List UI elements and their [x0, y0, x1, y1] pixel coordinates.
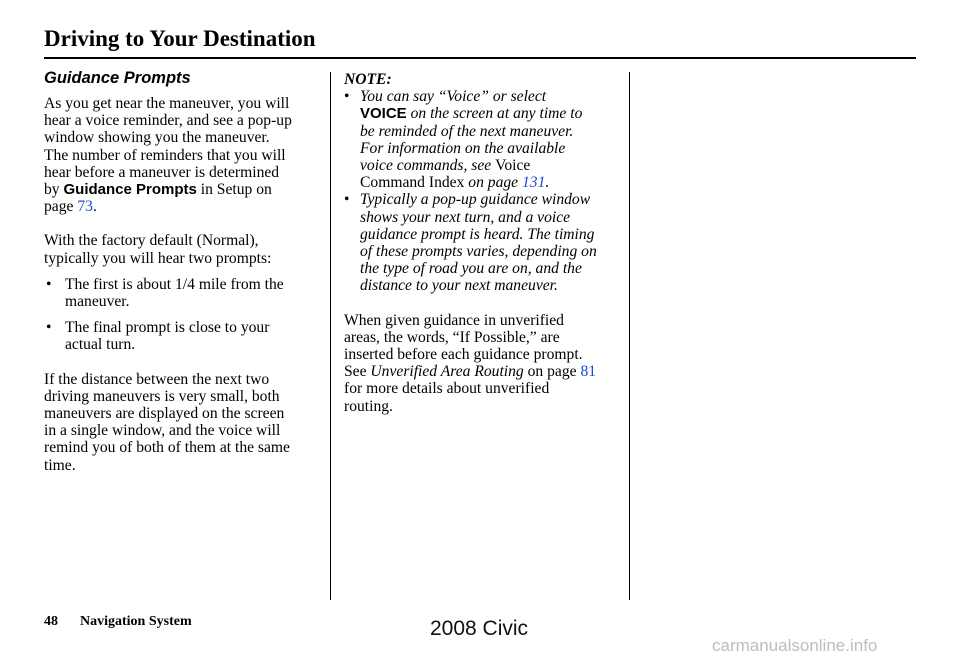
list-item — [44, 276, 319, 310]
text-line: inserted before each guidance prompt. — [344, 346, 583, 364]
page-header-title: Driving to Your Destination — [44, 26, 316, 51]
left-column — [44, 68, 319, 474]
page-number: 48 — [44, 614, 58, 629]
distance-paragraph — [44, 371, 319, 474]
bullet-dot: • — [344, 191, 350, 209]
bullet-line: The final prompt is close to your — [65, 319, 270, 337]
text-line: The number of reminders that you will — [44, 146, 286, 164]
default-paragraph — [44, 232, 319, 266]
page-link-73[interactable]: 73 — [77, 198, 93, 216]
text-in-setup: in Setup on — [200, 181, 272, 199]
text-line: If the distance between the next two — [44, 370, 270, 388]
note-label: NOTE: — [344, 71, 392, 88]
unverified-routing-ref: Unverified Area Routing — [370, 363, 524, 381]
note-item — [344, 191, 619, 294]
note-line: voice commands, see — [360, 157, 496, 175]
text-line: typically you will hear two prompts: — [44, 249, 272, 267]
voice-command-index-ref: Voice — [495, 157, 531, 175]
footer-label: Navigation System — [80, 614, 192, 629]
bullet-dot: • — [46, 275, 52, 293]
note-line: on the screen at any time to — [406, 105, 583, 123]
text-line: hear a voice reminder, and see a pop-up — [44, 112, 292, 130]
text-line: areas, the words, “If Possible,” are — [344, 328, 560, 346]
bullet-line: maneuver. — [65, 293, 130, 311]
bullet-line: The first is about 1/4 mile from the — [65, 275, 284, 293]
text-on-page: on page — [523, 363, 581, 381]
text-line: remind you of both of them at the same — [44, 439, 290, 457]
guidance-prompts-setting-label: Guidance Prompts — [63, 181, 197, 199]
text-page: page — [44, 198, 74, 216]
bullet-line: actual turn. — [65, 336, 136, 354]
text-line: window showing you the maneuver. — [44, 129, 270, 147]
voice-command-label: VOICE — [360, 105, 407, 123]
note-line: shows your next turn, and a voice — [360, 208, 571, 226]
watermark-model: 2008 Civic — [430, 617, 529, 640]
list-item — [44, 319, 319, 353]
voice-command-index-ref: Command Index — [360, 174, 465, 192]
text-line: in a single window, and the voice will — [44, 422, 281, 440]
column-divider-left — [330, 72, 331, 600]
bullet-dot: • — [344, 88, 350, 106]
unverified-paragraph — [344, 312, 619, 415]
text-line: hear before a maneuver is determined — [44, 163, 280, 181]
section-heading: Guidance Prompts — [44, 69, 191, 87]
text-line: driving maneuvers is very small, both — [44, 387, 280, 405]
note-line: Typically a pop-up guidance window — [360, 191, 591, 209]
text-by: by — [44, 181, 60, 199]
note-item — [344, 88, 619, 191]
note-line: the type of road you are on, and the — [360, 260, 582, 278]
header-rule — [44, 57, 916, 59]
middle-column — [344, 71, 619, 415]
text-line: maneuvers are displayed on the screen — [44, 405, 285, 423]
text-line: As you get near the maneuver, you will — [44, 95, 290, 112]
watermark-url: carmanualsonline.info — [712, 636, 878, 655]
note-line: be reminded of the next maneuver. — [360, 122, 574, 140]
period: . — [545, 174, 550, 192]
text-line: routing. — [344, 397, 393, 415]
text-see: See — [344, 363, 371, 381]
page-link-81[interactable]: 81 — [580, 363, 597, 381]
note-line: on page — [464, 174, 522, 192]
column-divider-right — [629, 72, 630, 600]
note-line: distance to your next maneuver. — [360, 277, 558, 295]
period: . — [92, 198, 97, 216]
note-line: of these prompts varies, depending on — [360, 243, 597, 261]
text-line: for more details about unverified — [344, 380, 550, 398]
page-link-131[interactable]: 131 — [521, 174, 546, 192]
text-line: time. — [44, 456, 76, 474]
text-line: With the factory default (Normal), — [44, 232, 259, 250]
note-line: You can say “Voice” or select — [360, 88, 547, 106]
bullet-dot: • — [46, 319, 52, 337]
note-line: guidance prompt is heard. The timing — [360, 225, 595, 243]
intro-paragraph — [44, 95, 319, 215]
note-line: For information on the available — [360, 139, 566, 157]
text-line: When given guidance in unverified — [344, 311, 564, 329]
